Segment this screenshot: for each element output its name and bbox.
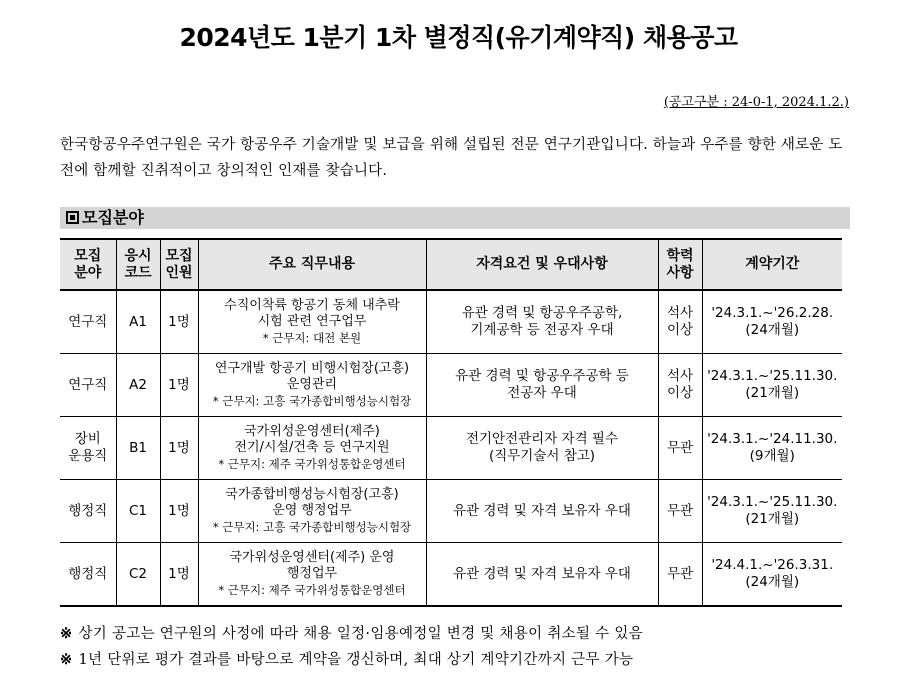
table-row	[60, 417, 842, 480]
cell-period: '24.3.1.~'25.11.30. (21개월)	[702, 480, 842, 543]
cell-qualification: 유관 경력 및 자격 보유자 우대	[426, 480, 658, 543]
cell-duty: 연구개발 항공기 비행시험장(고흥) 운영관리 * 근무지: 고흥 국가종합비행성능시험장	[198, 354, 426, 417]
header-duty: 주요 직무내용	[198, 239, 426, 290]
note-item: ※ 상기 공고는 연구원의 사정에 따라 채용 일정·임용예정일 변경 및 채용이 취소될 수 있음	[60, 625, 644, 642]
cell-code: A2	[116, 354, 160, 417]
work-location: * 근무지: 제주 국가위성통합운영센터	[218, 457, 406, 471]
cell-field: 행정직	[60, 543, 116, 607]
cell-code: C2	[116, 543, 160, 607]
cell-code: A1	[116, 290, 160, 354]
cell-qualification: 유관 경력 및 항공우주공학 등 전공자 우대	[426, 354, 658, 417]
cell-qualification: 유관 경력 및 항공우주공학, 기계공학 등 전공자 우대	[426, 290, 658, 354]
cell-period: '24.3.1.~'25.11.30. (21개월)	[702, 354, 842, 417]
table-row	[60, 543, 842, 607]
cell-education: 무관	[658, 417, 702, 480]
cell-code: C1	[116, 480, 160, 543]
work-location: * 근무지: 대전 본원	[262, 331, 362, 345]
work-location: * 근무지: 고흥 국가종합비행성능시험장	[212, 520, 412, 534]
cell-count: 1명	[160, 543, 198, 607]
cell-period: '24.3.1.~'26.2.28. (24개월)	[702, 290, 842, 354]
cell-count: 1명	[160, 417, 198, 480]
work-location: * 근무지: 제주 국가위성통합운영센터	[218, 583, 406, 597]
cell-education: 석사 이상	[658, 354, 702, 417]
work-location: * 근무지: 고흥 국가종합비행성능시험장	[212, 394, 412, 408]
cell-qualification: 전기안전관리자 자격 필수 (직무기술서 참고)	[426, 417, 658, 480]
cell-education: 무관	[658, 480, 702, 543]
cell-duty: 국가종합비행성능시험장(고흥) 운영 행정업무 * 근무지: 고흥 국가종합비행성능시험장	[198, 480, 426, 543]
recruitment-table	[60, 238, 842, 607]
notes	[60, 621, 860, 673]
intro-paragraph: 한국항공우주연구원은 국가 항공우주 기술개발 및 보급을 위해 설립된 전문 연구기관입니다. 하늘과 우주를 향한 새로운 도전에 함께할 진취적이고 창의적인 인재를 찾습니다.	[60, 137, 843, 179]
table-row	[60, 480, 842, 543]
table-row	[60, 354, 842, 417]
cell-period: '24.4.1.~'26.3.31. (24개월)	[702, 543, 842, 607]
cell-duty: 수직이착륙 항공기 동체 내추락 시험 관련 연구업무 * 근무지: 대전 본원	[198, 290, 426, 354]
cell-period: '24.3.1.~'24.11.30. (9개월)	[702, 417, 842, 480]
page-title: 2024년도 1분기 1차 별정직(유기계약직) 채용공고	[179, 23, 738, 52]
table-header-row	[60, 239, 842, 290]
cell-count: 1명	[160, 290, 198, 354]
cell-field: 연구직	[60, 354, 116, 417]
header-field: 모집 분야	[60, 239, 116, 290]
header-education: 학력 사항	[658, 239, 702, 290]
header-count: 모집 인원	[160, 239, 198, 290]
cell-field: 행정직	[60, 480, 116, 543]
note-item: ※ 1년 단위로 평가 결과를 바탕으로 계약을 갱신하며, 최대 상기 계약기간까지 근무 가능	[60, 651, 634, 668]
section-title: 모집분야	[82, 208, 144, 227]
cell-duty: 국가위성운영센터(제주) 전기/시설/건축 등 연구지원 * 근무지: 제주 국가위성통합운영센터	[198, 417, 426, 480]
header-period: 계약기간	[702, 239, 842, 290]
cell-count: 1명	[160, 480, 198, 543]
header-qualification: 자격요건 및 우대사항	[426, 239, 658, 290]
cell-education: 석사 이상	[658, 290, 702, 354]
section-header	[60, 207, 850, 229]
cell-qualification: 유관 경력 및 자격 보유자 우대	[426, 543, 658, 607]
table-row	[60, 290, 842, 354]
cell-field: 장비 운용직	[60, 417, 116, 480]
cell-education: 무관	[658, 543, 702, 607]
header-code: 응시 코드	[116, 239, 160, 290]
cell-code: B1	[116, 417, 160, 480]
cell-count: 1명	[160, 354, 198, 417]
notice-number: (공고구분 : 24-0-1, 2024.1.2.)	[663, 95, 849, 110]
square-bullet-icon	[66, 211, 79, 224]
cell-duty: 국가위성운영센터(제주) 운영 행정업무 * 근무지: 제주 국가위성통합운영센터	[198, 543, 426, 607]
cell-field: 연구직	[60, 290, 116, 354]
